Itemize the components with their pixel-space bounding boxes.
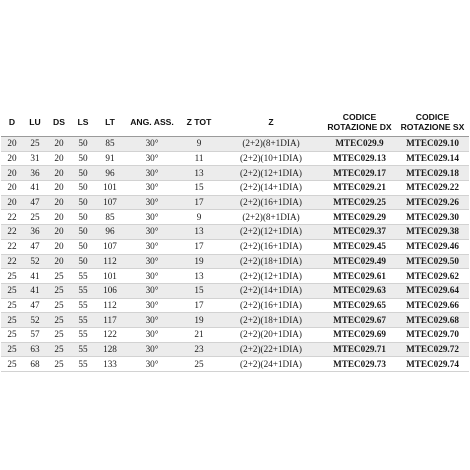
cell-code-sx: MTEC029.14 [396, 151, 469, 166]
cell-code-dx: MTEC029.45 [323, 239, 396, 254]
cell-ds: 20 [47, 225, 71, 240]
table-row [1, 225, 469, 240]
cell-d: 25 [1, 298, 23, 313]
cell-code-sx: MTEC029.70 [396, 327, 469, 342]
cell-ls: 50 [71, 181, 95, 196]
cell-ang-ass: 30° [125, 137, 179, 152]
cell-ls: 50 [71, 151, 95, 166]
cell-code-dx: MTEC029.9 [323, 137, 396, 152]
cell-ds: 25 [47, 298, 71, 313]
cell-z-tot: 17 [179, 195, 219, 210]
cell-code-sx: MTEC029.74 [396, 357, 469, 372]
table-row [1, 195, 469, 210]
cell-code-dx: MTEC029.17 [323, 166, 396, 181]
table-row [1, 342, 469, 357]
table-row [1, 137, 469, 152]
cell-z-tot: 15 [179, 283, 219, 298]
cell-d: 22 [1, 239, 23, 254]
cell-ds: 25 [47, 269, 71, 284]
table-row [1, 166, 469, 181]
table-body [1, 137, 469, 372]
cell-d: 25 [1, 327, 23, 342]
cell-z-tot: 17 [179, 298, 219, 313]
cell-d: 25 [1, 342, 23, 357]
cell-z: (2+2)(16+1DIA) [219, 298, 323, 313]
cell-lu: 41 [23, 269, 47, 284]
cell-d: 25 [1, 313, 23, 328]
cell-z: (2+2)(22+1DIA) [219, 342, 323, 357]
header-ls: LS [71, 108, 95, 137]
cell-d: 22 [1, 254, 23, 269]
table-row [1, 298, 469, 313]
cell-ang-ass: 30° [125, 342, 179, 357]
cell-code-dx: MTEC029.63 [323, 283, 396, 298]
cell-z: (2+2)(18+1DIA) [219, 313, 323, 328]
cell-lu: 57 [23, 327, 47, 342]
cell-ls: 50 [71, 195, 95, 210]
cell-ang-ass: 30° [125, 151, 179, 166]
header-d: D [1, 108, 23, 137]
cell-lu: 25 [23, 137, 47, 152]
cell-lt: 91 [95, 151, 125, 166]
cell-ls: 55 [71, 283, 95, 298]
cell-z-tot: 15 [179, 181, 219, 196]
cell-lu: 47 [23, 195, 47, 210]
cell-ls: 55 [71, 313, 95, 328]
cell-z-tot: 9 [179, 137, 219, 152]
cell-z-tot: 23 [179, 342, 219, 357]
cell-d: 25 [1, 357, 23, 372]
cell-z-tot: 11 [179, 151, 219, 166]
cell-code-dx: MTEC029.71 [323, 342, 396, 357]
header-ang-ass: ANG. ASS. [125, 108, 179, 137]
cell-lt: 112 [95, 254, 125, 269]
cell-ang-ass: 30° [125, 269, 179, 284]
cell-ls: 50 [71, 225, 95, 240]
cell-ls: 55 [71, 269, 95, 284]
cell-code-sx: MTEC029.50 [396, 254, 469, 269]
cell-lt: 96 [95, 166, 125, 181]
cell-z: (2+2)(14+1DIA) [219, 283, 323, 298]
cell-code-sx: MTEC029.18 [396, 166, 469, 181]
cell-z-tot: 21 [179, 327, 219, 342]
cell-lu: 41 [23, 181, 47, 196]
header-z-tot: Z TOT [179, 108, 219, 137]
cell-ds: 20 [47, 137, 71, 152]
cell-lu: 25 [23, 210, 47, 225]
cell-code-sx: MTEC029.46 [396, 239, 469, 254]
header-ds: DS [47, 108, 71, 137]
header-lt: LT [95, 108, 125, 137]
cell-code-sx: MTEC029.30 [396, 210, 469, 225]
table-row [1, 239, 469, 254]
cell-ang-ass: 30° [125, 181, 179, 196]
cell-ang-ass: 30° [125, 298, 179, 313]
cell-lu: 31 [23, 151, 47, 166]
cell-lu: 68 [23, 357, 47, 372]
cell-ds: 20 [47, 166, 71, 181]
cell-z-tot: 13 [179, 269, 219, 284]
cell-lt: 133 [95, 357, 125, 372]
cell-ls: 55 [71, 357, 95, 372]
cell-ds: 20 [47, 151, 71, 166]
cell-z-tot: 13 [179, 225, 219, 240]
cell-ang-ass: 30° [125, 313, 179, 328]
table-header-row [1, 108, 469, 137]
cell-ls: 55 [71, 342, 95, 357]
cell-ds: 25 [47, 357, 71, 372]
cell-code-dx: MTEC029.65 [323, 298, 396, 313]
cell-code-dx: MTEC029.25 [323, 195, 396, 210]
cell-ls: 50 [71, 210, 95, 225]
cell-code-sx: MTEC029.68 [396, 313, 469, 328]
table-row [1, 181, 469, 196]
cell-ds: 25 [47, 313, 71, 328]
table-row [1, 254, 469, 269]
cell-ls: 55 [71, 327, 95, 342]
cell-code-sx: MTEC029.22 [396, 181, 469, 196]
cell-code-dx: MTEC029.29 [323, 210, 396, 225]
cell-ang-ass: 30° [125, 254, 179, 269]
cell-code-dx: MTEC029.69 [323, 327, 396, 342]
cell-ang-ass: 30° [125, 225, 179, 240]
cell-d: 25 [1, 283, 23, 298]
cell-lu: 36 [23, 225, 47, 240]
cell-z: (2+2)(12+1DIA) [219, 225, 323, 240]
cell-ang-ass: 30° [125, 195, 179, 210]
cell-ls: 50 [71, 137, 95, 152]
table-row [1, 269, 469, 284]
cell-z-tot: 19 [179, 313, 219, 328]
cell-code-sx: MTEC029.62 [396, 269, 469, 284]
cell-d: 20 [1, 181, 23, 196]
cell-ds: 20 [47, 181, 71, 196]
cell-lt: 101 [95, 269, 125, 284]
cell-lu: 47 [23, 239, 47, 254]
cell-lt: 106 [95, 283, 125, 298]
cell-code-sx: MTEC029.26 [396, 195, 469, 210]
cell-lu: 52 [23, 254, 47, 269]
table-row [1, 327, 469, 342]
cell-lt: 85 [95, 210, 125, 225]
cell-z: (2+2)(12+1DIA) [219, 269, 323, 284]
header-codice-rotazione-dx: CODICE ROTAZIONE DX [323, 108, 396, 137]
cell-ds: 20 [47, 254, 71, 269]
cell-code-sx: MTEC029.64 [396, 283, 469, 298]
cell-ls: 50 [71, 166, 95, 181]
cell-ang-ass: 30° [125, 210, 179, 225]
cell-z: (2+2)(20+1DIA) [219, 327, 323, 342]
spec-table-container [0, 108, 470, 372]
cell-code-dx: MTEC029.49 [323, 254, 396, 269]
cell-ds: 20 [47, 210, 71, 225]
table-row [1, 151, 469, 166]
cell-ds: 25 [47, 327, 71, 342]
cell-z: (2+2)(18+1DIA) [219, 254, 323, 269]
cell-ls: 55 [71, 298, 95, 313]
cell-d: 25 [1, 269, 23, 284]
cell-z: (2+2)(10+1DIA) [219, 151, 323, 166]
cell-lt: 112 [95, 298, 125, 313]
cell-z-tot: 13 [179, 166, 219, 181]
cell-z: (2+2)(8+1DIA) [219, 137, 323, 152]
cell-ang-ass: 30° [125, 357, 179, 372]
cell-code-sx: MTEC029.38 [396, 225, 469, 240]
cell-ds: 20 [47, 195, 71, 210]
cell-code-sx: MTEC029.10 [396, 137, 469, 152]
cell-lu: 63 [23, 342, 47, 357]
cell-ls: 50 [71, 239, 95, 254]
header-z: Z [219, 108, 323, 137]
cell-d: 20 [1, 151, 23, 166]
cell-lt: 128 [95, 342, 125, 357]
cell-z: (2+2)(14+1DIA) [219, 181, 323, 196]
cell-z-tot: 25 [179, 357, 219, 372]
cell-d: 20 [1, 195, 23, 210]
cell-code-sx: MTEC029.66 [396, 298, 469, 313]
cell-code-dx: MTEC029.13 [323, 151, 396, 166]
cell-ls: 50 [71, 254, 95, 269]
cell-lu: 41 [23, 283, 47, 298]
cell-z-tot: 9 [179, 210, 219, 225]
cell-z: (2+2)(16+1DIA) [219, 195, 323, 210]
cell-code-dx: MTEC029.37 [323, 225, 396, 240]
header-lu: LU [23, 108, 47, 137]
cell-lt: 117 [95, 313, 125, 328]
cell-ang-ass: 30° [125, 283, 179, 298]
cell-lt: 85 [95, 137, 125, 152]
cell-z: (2+2)(8+1DIA) [219, 210, 323, 225]
table-row [1, 283, 469, 298]
spec-table [1, 108, 469, 372]
cell-z-tot: 19 [179, 254, 219, 269]
cell-ds: 25 [47, 342, 71, 357]
table-row [1, 210, 469, 225]
cell-lt: 96 [95, 225, 125, 240]
cell-code-dx: MTEC029.61 [323, 269, 396, 284]
cell-lu: 52 [23, 313, 47, 328]
cell-d: 20 [1, 166, 23, 181]
cell-code-dx: MTEC029.73 [323, 357, 396, 372]
cell-ds: 20 [47, 239, 71, 254]
table-row [1, 313, 469, 328]
cell-code-dx: MTEC029.21 [323, 181, 396, 196]
table-row [1, 357, 469, 372]
cell-z: (2+2)(16+1DIA) [219, 239, 323, 254]
cell-ang-ass: 30° [125, 327, 179, 342]
cell-d: 22 [1, 210, 23, 225]
cell-ang-ass: 30° [125, 239, 179, 254]
cell-d: 22 [1, 225, 23, 240]
cell-lt: 101 [95, 181, 125, 196]
cell-lt: 122 [95, 327, 125, 342]
cell-z-tot: 17 [179, 239, 219, 254]
cell-ang-ass: 30° [125, 166, 179, 181]
cell-ds: 25 [47, 283, 71, 298]
cell-lu: 47 [23, 298, 47, 313]
cell-code-sx: MTEC029.72 [396, 342, 469, 357]
cell-z: (2+2)(12+1DIA) [219, 166, 323, 181]
header-codice-rotazione-sx: CODICE ROTAZIONE SX [396, 108, 469, 137]
cell-code-dx: MTEC029.67 [323, 313, 396, 328]
cell-d: 20 [1, 137, 23, 152]
cell-lu: 36 [23, 166, 47, 181]
cell-lt: 107 [95, 195, 125, 210]
cell-lt: 107 [95, 239, 125, 254]
cell-z: (2+2)(24+1DIA) [219, 357, 323, 372]
